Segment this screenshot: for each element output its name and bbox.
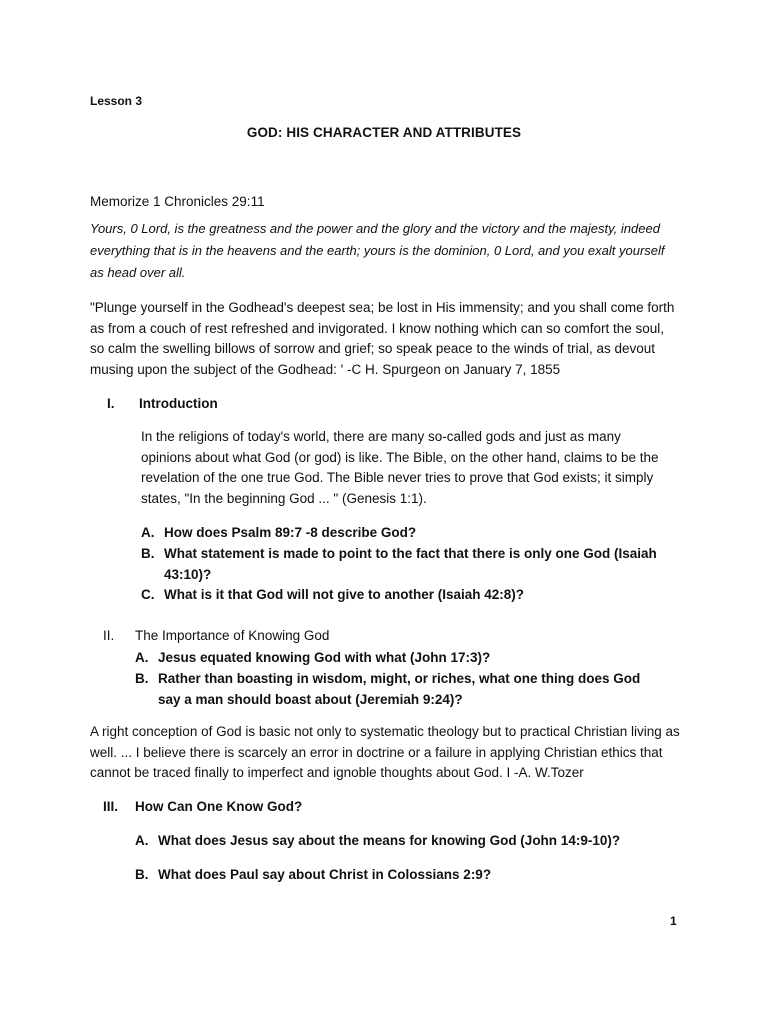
section-heading-text: The Importance of Knowing God [135,628,330,643]
page-number: 1 [670,914,677,928]
section-heading-importance [103,628,663,648]
question-item [141,544,686,585]
memorize-line: Memorize 1 Chronicles 29:11 [90,194,265,209]
tozer-quote: A right conception of God is basic not only to systematic theology but to practical Christian living as well. ... I believe there is scarcely an error in doctrine or a failure in applying Christian ethics that cannot be traced finally to imperfect and ignoble thoughts about God. I -A. W.Tozer [90,724,680,780]
lesson-label: Lesson 3 [90,94,143,108]
question-text: How does Psalm 89:7 -8 describe God? [164,525,417,540]
introduction-paragraph: In the religions of today's world, there are many so-called gods and just as many opinions about what God (or god) is like. The Bible, on the other hand, claims to be the revelation of the one true God. The Bible never tries to prove that God exists; it simply states, "In the beginning God ... " (Genesis 1:1). [141,429,659,506]
spurgeon-quote: "Plunge yourself in the Godhead's deepest sea; be lost in His immensity; and you shall come forth as from a couch of rest refreshed and invigorated. I know nothing which can so comfort the soul, so calm the swelling billows of sorrow and grief; so speak peace to the winds of trial, as devout musing upon the subject of the Godhead: ' -C H. Spurgeon on January 7, 1855 [90,300,675,377]
section-heading-introduction [107,396,667,416]
memory-verse: Yours, 0 Lord, is the greatness and the power and the glory and the victory and the majesty, indeed everything that is in the heavens and the earth; yours is the dominion, 0 Lord, and you exalt yourself as head over all. [90,221,665,280]
question-letter: C. [141,587,155,602]
question-letter: B. [141,546,155,561]
question-text: Jesus equated knowing God with what (John 17:3)? [158,650,491,665]
question-item [135,669,680,710]
question-item [135,648,680,668]
question-item [141,523,686,543]
question-letter: B. [135,867,149,882]
question-text: What does Jesus say about the means for knowing God (John 14:9-10)? [158,833,621,848]
question-item [135,865,680,885]
section-numeral: III. [103,799,119,814]
question-text: What statement is made to point to the fact that there is only one God (Isaiah 43:10)? [164,546,657,582]
question-letter: A. [141,525,155,540]
question-text: Rather than boasting in wisdom, might, or riches, what one thing does God say a man should boast about (Jeremiah 9:24)? [158,671,641,707]
section-heading-how-to-know [103,799,663,819]
question-letter: A. [135,650,149,665]
question-letter: A. [135,833,149,848]
question-item [135,831,680,851]
section-heading-text: Introduction [139,396,218,411]
question-text: What does Paul say about Christ in Colossians 2:9? [158,867,492,882]
page-title: GOD: HIS CHARACTER AND ATTRIBUTES [246,125,522,140]
section-heading-text: How Can One Know God? [135,799,303,814]
question-letter: B. [135,671,149,686]
question-text: What is it that God will not give to another (Isaiah 42:8)? [164,587,525,602]
question-item [141,585,686,605]
section-numeral: I. [107,396,115,411]
section-numeral: II. [103,628,115,643]
